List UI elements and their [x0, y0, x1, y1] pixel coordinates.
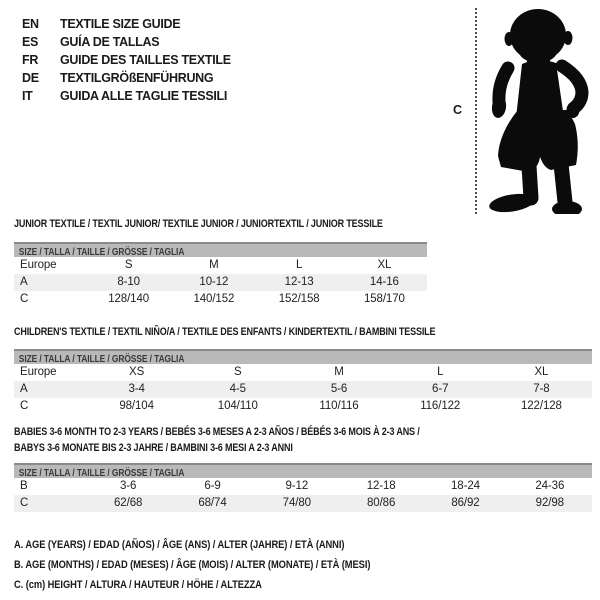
size-cell: L: [295, 259, 303, 271]
age-cell: 3-6: [120, 480, 137, 492]
size-cell: M: [209, 259, 219, 271]
table-row-age: [14, 274, 427, 291]
age-cell: 12-18: [366, 480, 396, 492]
height-cell: 128/140: [108, 293, 150, 305]
age-cell: 6-9: [204, 480, 221, 492]
language-code: FR: [22, 53, 39, 67]
children-size-table: [14, 349, 592, 415]
guide-title-de: TEXTILGRÖßENFÜHRUNG: [60, 71, 214, 85]
language-code: DE: [22, 71, 39, 85]
table-title-line: JUNIOR TEXTILE / TEXTIL JUNIOR/ TEXTILE JUNIOR / JUNIORTEXTIL / JUNIOR TESSILE: [14, 218, 383, 230]
children-table-title: [14, 324, 435, 340]
guide-title-es: GUÍA DE TALLAS: [60, 35, 160, 49]
height-measure-label: C: [453, 103, 463, 117]
table-title-line: BABIES 3-6 MONTH TO 2-3 YEARS / BEBÉS 3-6 MESES A 2-3 AÑOS / BÉBÉS 3-6 MOIS À 2-3 ANS /: [14, 426, 420, 438]
height-cell: 140/152: [193, 293, 235, 305]
age-cell: 4-5: [229, 383, 246, 395]
height-cell: 92/98: [535, 497, 564, 509]
height-cell: 122/128: [520, 400, 562, 412]
junior-table-title: [14, 216, 383, 232]
size-header-bar: [14, 463, 592, 478]
height-cell: 104/110: [217, 400, 258, 412]
language-row-fr: [22, 51, 231, 69]
table-row-height: [14, 291, 427, 308]
table-row-age-months: [14, 478, 592, 495]
row-label: C: [20, 293, 29, 305]
size-cell: S: [234, 366, 242, 378]
size-cell: S: [124, 259, 133, 271]
language-title-list: [22, 15, 231, 105]
height-cell: 158/170: [363, 293, 405, 305]
age-cell: 9-12: [285, 480, 309, 492]
guide-title-en: TEXTILE SIZE GUIDE: [60, 17, 181, 31]
row-label: Europe: [20, 259, 57, 271]
age-cell: 18-24: [451, 480, 480, 492]
table-row-height: [14, 495, 592, 512]
row-label: C: [20, 497, 29, 509]
note-age-years: A. AGE (YEARS) / EDAD (AÑOS) / ÂGE (ANS) / ALTER (JAHRE) / ETÀ (ANNI): [14, 539, 345, 551]
size-cell: M: [334, 366, 344, 378]
size-cell: XS: [129, 366, 145, 378]
language-row-it: [22, 87, 231, 105]
size-cell: L: [437, 366, 444, 378]
size-cell: XL: [377, 259, 392, 271]
age-cell: 3-4: [128, 383, 145, 395]
age-cell: 6-7: [432, 383, 449, 395]
height-cell: 74/80: [282, 497, 311, 509]
size-header-label: SIZE / TALLA / TAILLE / GRÖSSE / TAGLIA: [18, 353, 185, 365]
height-measure-figure: [445, 4, 597, 216]
row-label: A: [20, 276, 28, 288]
height-cell: 98/104: [119, 400, 154, 412]
guide-title-it: GUIDA ALLE TAGLIE TESSILI: [60, 89, 228, 103]
guide-title-fr: GUIDE DES TAILLES TEXTILE: [60, 53, 231, 67]
age-cell: 10-12: [199, 276, 229, 288]
toddler-silhouette-icon: [488, 6, 596, 214]
height-cell: 68/74: [198, 497, 227, 509]
table-title-line: CHILDREN'S TEXTILE / TEXTIL NIÑO/A / TEXTILE DES ENFANTS / KINDERTEXTIL / BAMBINI TESSILE: [14, 326, 436, 338]
language-row-de: [22, 69, 231, 87]
language-row-en: [22, 15, 231, 33]
size-header-bar: [14, 349, 592, 364]
age-cell: 24-36: [535, 480, 565, 492]
size-header-bar: [14, 242, 427, 257]
height-cell: 152/158: [278, 293, 320, 305]
row-label: C: [20, 400, 29, 412]
table-title-line: BABYS 3-6 MONATE BIS 2-3 JAHRE / BAMBINI 3-6 MESI A 2-3 ANNI: [14, 442, 293, 454]
size-header-label: SIZE / TALLA / TAILLE / GRÖSSE / TAGLIA: [18, 467, 185, 479]
age-cell: 7-8: [533, 383, 550, 395]
row-label: B: [20, 480, 28, 492]
height-cell: 86/92: [451, 497, 480, 509]
note-height-cm: C. (cm) HEIGHT / ALTURA / HAUTEUR / HÖHE / ALTEZZA: [14, 579, 262, 591]
table-row-height: [14, 398, 592, 415]
language-row-es: [22, 33, 231, 51]
note-age-months: B. AGE (MONTHS) / EDAD (MESES) / ÂGE (MOIS) / ALTER (MONATE) / ETÀ (MESI): [14, 559, 371, 571]
babies-size-table: [14, 463, 592, 512]
row-label: A: [20, 383, 28, 395]
age-cell: 12-13: [284, 276, 314, 288]
language-code: ES: [22, 35, 39, 49]
legend-notes: [14, 535, 433, 595]
size-header-label: SIZE / TALLA / TAILLE / GRÖSSE / TAGLIA: [18, 246, 185, 258]
height-dotted-line: [475, 8, 477, 214]
height-cell: 116/122: [420, 400, 461, 412]
language-code: IT: [22, 89, 33, 103]
height-cell: 62/68: [114, 497, 143, 509]
age-cell: 14-16: [369, 276, 399, 288]
table-row-europe: [14, 257, 427, 274]
table-row-age: [14, 381, 592, 398]
table-row-europe: [14, 364, 592, 381]
junior-size-table: [14, 242, 427, 308]
babies-table-title: [14, 424, 420, 456]
age-cell: 8-10: [117, 276, 140, 288]
height-cell: 110/116: [319, 400, 359, 412]
age-cell: 5-6: [330, 383, 348, 395]
size-cell: XL: [534, 366, 549, 378]
row-label: Europe: [20, 366, 57, 378]
language-code: EN: [22, 17, 39, 31]
height-cell: 80/86: [367, 497, 396, 509]
